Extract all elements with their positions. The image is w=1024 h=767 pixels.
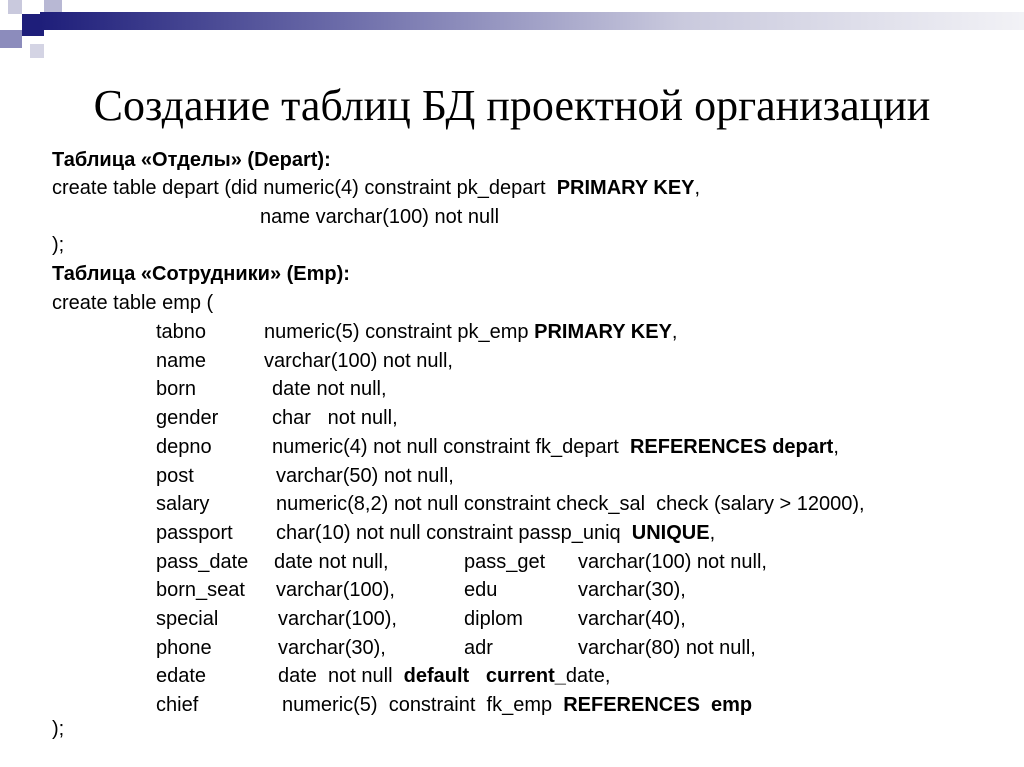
code-text: varchar(100) not null, xyxy=(264,350,453,372)
column-name: born xyxy=(156,378,197,400)
column-name: chief xyxy=(156,694,199,716)
column-name: diplom xyxy=(464,608,523,630)
column-name: adr xyxy=(464,637,493,659)
code-keyword: default current_ xyxy=(403,665,566,687)
column-name: special xyxy=(156,608,219,630)
depart-heading: Таблица «Отделы» (Depart): xyxy=(52,149,331,171)
depart-name-line: name varchar(100) not null xyxy=(260,206,500,228)
emp-close: ); xyxy=(52,718,65,740)
code-text: numeric(4) not null constraint fk_depart xyxy=(272,436,630,458)
column-definition xyxy=(272,377,387,401)
column-definition xyxy=(282,693,752,717)
code-text: date not null, xyxy=(272,378,387,400)
column-name: post xyxy=(156,465,194,487)
code-text: char not null, xyxy=(272,407,398,429)
column-definition xyxy=(276,578,395,602)
column-name: edu xyxy=(464,579,498,601)
column-definition xyxy=(274,550,389,574)
code-keyword: PRIMARY KEY xyxy=(534,321,672,343)
column-definition xyxy=(264,349,453,373)
column-name: depno xyxy=(156,436,212,458)
code-text: date, xyxy=(565,665,611,687)
column-name: pass_get xyxy=(464,551,546,573)
column-definition xyxy=(276,492,865,516)
code-text: create table depart (did numeric(4) constraint pk_depart xyxy=(52,177,557,199)
code-text: varchar(100), xyxy=(278,608,397,630)
code-keyword: REFERENCES depart xyxy=(629,436,834,458)
code-text: varchar(30), xyxy=(278,637,386,659)
column-definition xyxy=(276,464,454,488)
code-keyword: PRIMARY KEY xyxy=(556,177,695,199)
code-text: varchar(50) not null, xyxy=(276,465,454,487)
column-name: pass_date xyxy=(156,551,249,573)
code-keyword: REFERENCES emp xyxy=(563,694,753,716)
column-definition xyxy=(264,320,677,344)
column-definition: varchar(80) not null, xyxy=(578,637,756,659)
code-text: , xyxy=(671,321,678,343)
code-text: char(10) not null constraint passp_uniq xyxy=(276,522,632,544)
column-definition: varchar(40), xyxy=(578,608,686,630)
depart-close: ); xyxy=(52,234,65,256)
column-name: salary xyxy=(156,493,210,515)
column-name: phone xyxy=(156,637,212,659)
code-keyword: UNIQUE xyxy=(631,522,710,544)
slide-title: Создание таблиц БД проектной организации xyxy=(93,81,931,130)
column-name: edate xyxy=(156,665,207,687)
column-name: born_seat xyxy=(156,579,245,601)
column-name: gender xyxy=(156,407,219,429)
column-definition xyxy=(278,636,386,660)
code-text: varchar(100), xyxy=(276,579,395,601)
column-definition xyxy=(276,521,715,545)
column-name: name xyxy=(156,350,207,372)
code-text: numeric(8,2) not null constraint check_sal check (salary > 12000), xyxy=(276,493,865,515)
emp-create-line: create table emp ( xyxy=(52,292,214,314)
column-definition: varchar(100) not null, xyxy=(578,551,767,573)
column-definition xyxy=(272,406,398,430)
depart-create-line xyxy=(52,176,700,200)
code-text: date not null, xyxy=(274,551,389,573)
column-name: passport xyxy=(156,522,233,544)
column-definition xyxy=(278,607,397,631)
emp-heading: Таблица «Сотрудники» (Emp): xyxy=(52,263,350,285)
code-text: , xyxy=(833,436,839,458)
code-text: numeric(5) constraint fk_emp xyxy=(282,694,564,716)
column-definition xyxy=(278,664,610,688)
column-name: tabno xyxy=(156,321,207,343)
column-definition: varchar(30), xyxy=(578,579,686,601)
code-text: date not null xyxy=(278,665,404,687)
code-text: , xyxy=(694,177,701,199)
code-text: , xyxy=(709,522,716,544)
column-definition xyxy=(272,435,839,459)
code-text: numeric(5) constraint pk_emp xyxy=(264,321,535,343)
